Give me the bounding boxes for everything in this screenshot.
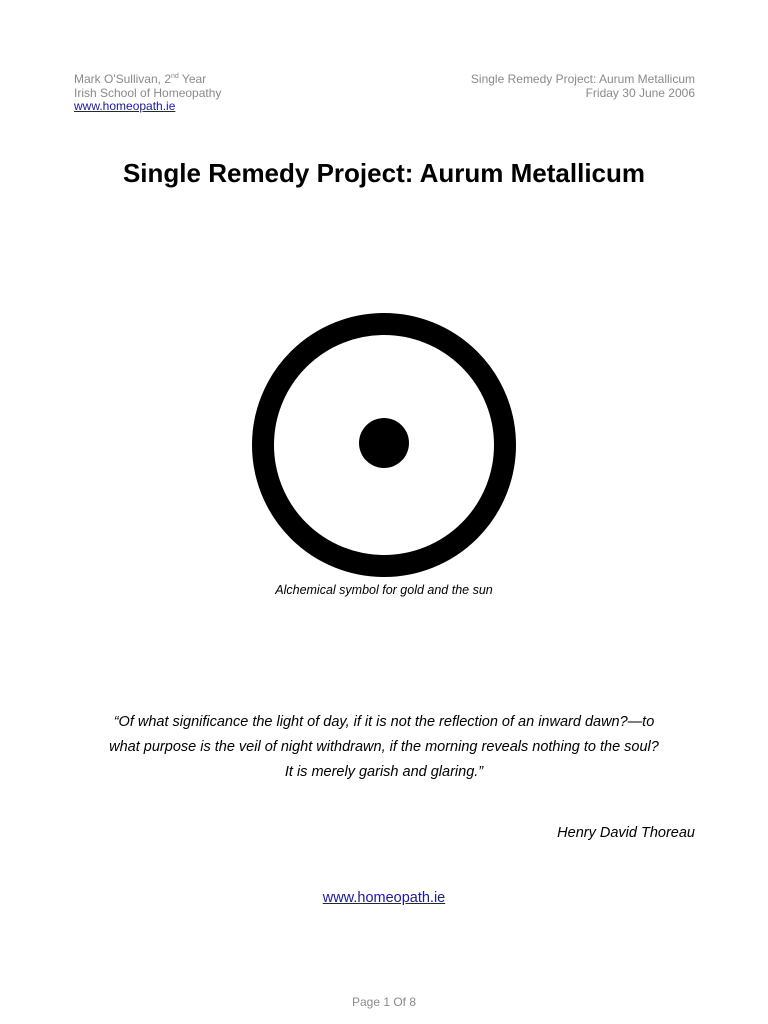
author-ordinal: nd <box>171 73 179 80</box>
footer-link-wrap <box>0 890 768 906</box>
page-number: Page 1 Of 8 <box>351 995 417 1009</box>
header-project-title: Single Remedy Project: Aurum Metallicum <box>470 72 695 86</box>
quote-block <box>90 710 678 785</box>
symbol-dot <box>359 418 409 468</box>
header-right <box>471 73 695 100</box>
quote-line: It is merely garish and glaring.” <box>284 764 484 780</box>
quote-line: what purpose is the veil of night withdrawn, if the morning reveals nothing to the soul? <box>109 739 659 755</box>
alchemical-gold-sun-icon <box>250 311 518 579</box>
author-line <box>74 73 221 87</box>
page-title: Single Remedy Project: Aurum Metallicum <box>122 158 646 188</box>
header-left <box>74 73 221 114</box>
header-website-link[interactable]: www.homeopath.ie <box>74 99 176 113</box>
school-name: Irish School of Homeopathy <box>74 85 222 100</box>
author-year: Year <box>178 72 207 86</box>
footer-website-link[interactable]: www.homeopath.ie <box>322 890 446 906</box>
quote-line: “Of what significance the light of day, if it is not the reflection of an inward dawn?—to <box>113 714 655 730</box>
image-caption: Alchemical symbol for gold and the sun <box>275 583 493 597</box>
header-date: Friday 30 June 2006 <box>585 85 695 100</box>
author-name: Mark O'Sullivan, 2 <box>74 72 171 86</box>
quote-author: Henry David Thoreau <box>557 825 695 841</box>
